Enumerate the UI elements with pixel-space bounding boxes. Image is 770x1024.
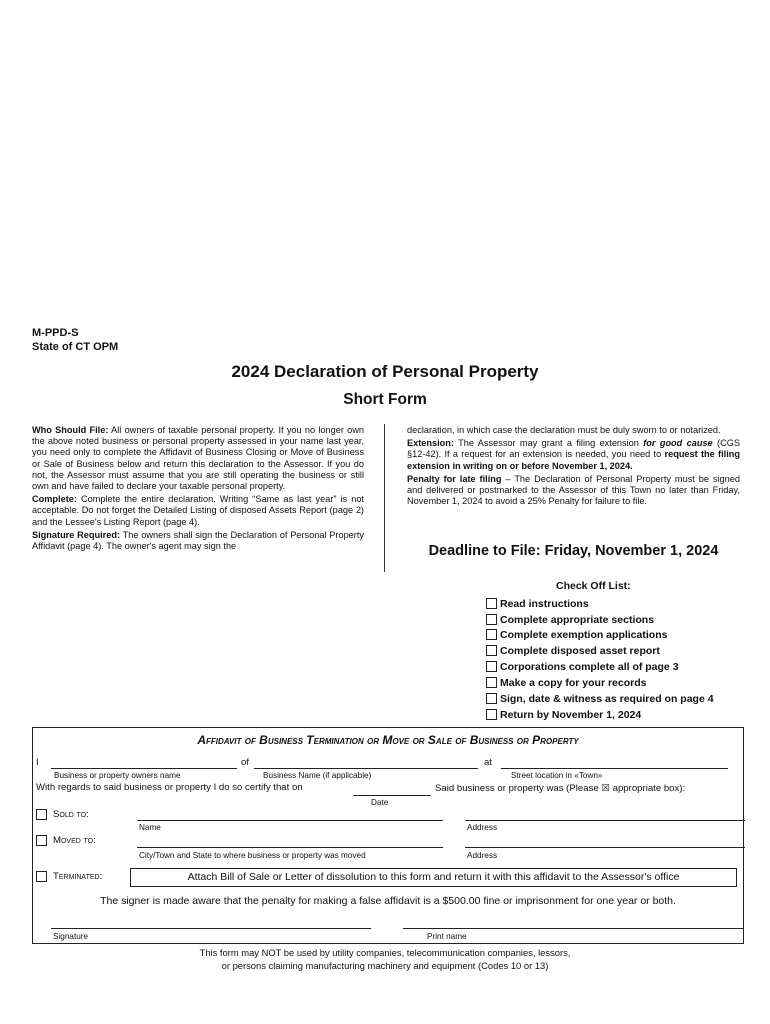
complete-label: Complete:: [32, 494, 77, 505]
checkbox-icon[interactable]: [486, 677, 497, 688]
left-column: [32, 425, 364, 552]
declaration-continued: declaration, in which case the declaration must be duly sworn to or notarized.: [407, 425, 721, 435]
checklist-item[interactable]: Complete exemption applications: [486, 627, 667, 642]
complete-text: Complete the entire declaration. Writing “Same as last year” is not acceptable. Do not forget the Detailed Listing of disposed Assets Report (page 2) and the Lessee's Listing Report (page 4).: [32, 494, 364, 527]
checklist-item[interactable]: Read instructions: [486, 596, 589, 611]
moved-label: Moved to:: [53, 835, 96, 846]
i-label: I: [36, 757, 39, 768]
street-caption: Street location in «Town»: [511, 771, 603, 780]
signature-text: The owners shall sign the Declaration of Personal Property Affidavit (page 4). The owner's agent may sign the: [32, 529, 364, 552]
right-column: [407, 425, 740, 507]
checkbox-icon[interactable]: [36, 809, 47, 820]
agency-name: State of CT OPM: [32, 341, 119, 353]
checkbox-icon[interactable]: [486, 661, 497, 672]
deadline-heading: Deadline to File: Friday, November 1, 2024: [428, 543, 719, 559]
checkbox-icon[interactable]: [36, 835, 47, 846]
print-caption: Print name: [427, 932, 467, 941]
terminated-label: Terminated:: [53, 871, 103, 882]
name-caption: Name: [139, 823, 161, 832]
checklist-item[interactable]: Corporations complete all of page 3: [486, 659, 679, 674]
sold-label: Sold to:: [53, 809, 89, 820]
moved-address-field[interactable]: [465, 847, 745, 848]
checklist-item[interactable]: Return by November 1, 2024: [486, 707, 641, 722]
date-field[interactable]: [353, 795, 431, 796]
address-caption: Address: [467, 823, 498, 832]
penalty-text: – The Declaration of Personal Property must be signed and delivered or postmarked to the Assessor of this Town no later than Friday, November 1, 2024 to avoid a 25% Penalty for failure to file.: [407, 473, 740, 507]
checkbox-icon[interactable]: [486, 709, 497, 720]
who-text: All owners of taxable personal property. If you no longer own the above noted business or personal property assessed in your name last year, you need only to complete the Affidavit of Business Closing or Move of Business or Sale of Business below and return this declaration to the Assessor. If you do not, the Assessor must assume that you are still operating the business or still own and have failed to declare your taxable personal property.: [32, 425, 364, 492]
of-label: of: [241, 757, 250, 768]
penalty-label: Penalty for late filing: [407, 473, 502, 484]
business-name-field[interactable]: [254, 768, 478, 769]
address-caption-2: Address: [467, 851, 498, 860]
who-label: Who Should File:: [32, 425, 109, 435]
said-text: Said business or property was (Please ☒ appropriate box):: [435, 783, 686, 794]
extension-section: [407, 438, 740, 472]
checkbox-icon[interactable]: [36, 871, 47, 882]
at-label: at: [484, 757, 493, 768]
sold-option[interactable]: [36, 809, 89, 820]
moved-option[interactable]: [36, 835, 96, 846]
checkbox-icon[interactable]: [486, 629, 497, 640]
false-affidavit-warning: The signer is made aware that the penalty for making a false affidavit is a $500.00 fine or imprisonment for one year or both.: [100, 895, 676, 907]
complete-section: [32, 494, 364, 528]
form-id: M-PPD-S: [32, 327, 79, 339]
page-subtitle: Short Form: [343, 391, 427, 408]
sold-name-field[interactable]: [137, 820, 443, 821]
checklist-item[interactable]: Complete disposed asset report: [486, 643, 660, 658]
signature-caption: Signature: [53, 932, 89, 941]
terminated-option[interactable]: [36, 871, 102, 882]
sold-address-field[interactable]: [465, 820, 745, 821]
business-caption: Business Name (if applicable): [263, 771, 372, 780]
extension-emph: for good cause: [643, 438, 713, 449]
column-divider: [384, 424, 385, 572]
checklist-title: Check Off List:: [556, 580, 631, 592]
extension-text-a: The Assessor may grant a filing extension: [458, 438, 639, 449]
checklist-item[interactable]: Make a copy for your records: [486, 675, 646, 690]
terminated-note: Attach Bill of Sale or Letter of dissolution to this form and return it with this affidavit to the Assessor's office: [130, 868, 737, 887]
signature-label: Signature Required:: [32, 529, 121, 540]
footer-line-2: or persons claiming manufacturing machinery and equipment (Codes 10 or 13): [221, 960, 549, 971]
extension-bold: request the filing extension in writing on or before November 1, 2024.: [407, 449, 740, 471]
affidavit-title: Affidavit of Business Termination or Move or Sale of Business or Property: [197, 733, 579, 747]
footer-line-1: This form may NOT be used by utility companies, telecommunication companies, lessors,: [199, 947, 571, 958]
checkbox-icon[interactable]: [486, 645, 497, 656]
signature-field[interactable]: [51, 928, 371, 929]
owner-caption: Business or property owners name: [54, 771, 181, 780]
page-title: 2024 Declaration of Personal Property: [231, 362, 539, 381]
owner-name-field[interactable]: [51, 768, 237, 769]
who-should-file: [32, 425, 364, 492]
certify-text: With regards to said business or property I do so certify that on: [36, 782, 303, 793]
print-name-field[interactable]: [403, 928, 743, 929]
moved-city-field[interactable]: [137, 847, 443, 848]
checklist-item[interactable]: Sign, date & witness as required on page 4: [486, 691, 714, 706]
checklist-item[interactable]: Complete appropriate sections: [486, 612, 654, 627]
extension-label: Extension:: [407, 438, 454, 449]
affidavit-box: [32, 727, 744, 944]
checkbox-icon[interactable]: [486, 598, 497, 609]
date-caption: Date: [371, 798, 389, 807]
street-location-field[interactable]: [501, 768, 728, 769]
extension-text-b: (CGS §12-42). If a request for an extension is needed, you need to: [407, 438, 740, 460]
signature-section: [32, 530, 364, 552]
checkbox-icon[interactable]: [486, 693, 497, 704]
checkbox-icon[interactable]: [486, 614, 497, 625]
penalty-section: [407, 474, 740, 508]
city-caption: City/Town and State to where business or property was moved: [139, 851, 366, 860]
